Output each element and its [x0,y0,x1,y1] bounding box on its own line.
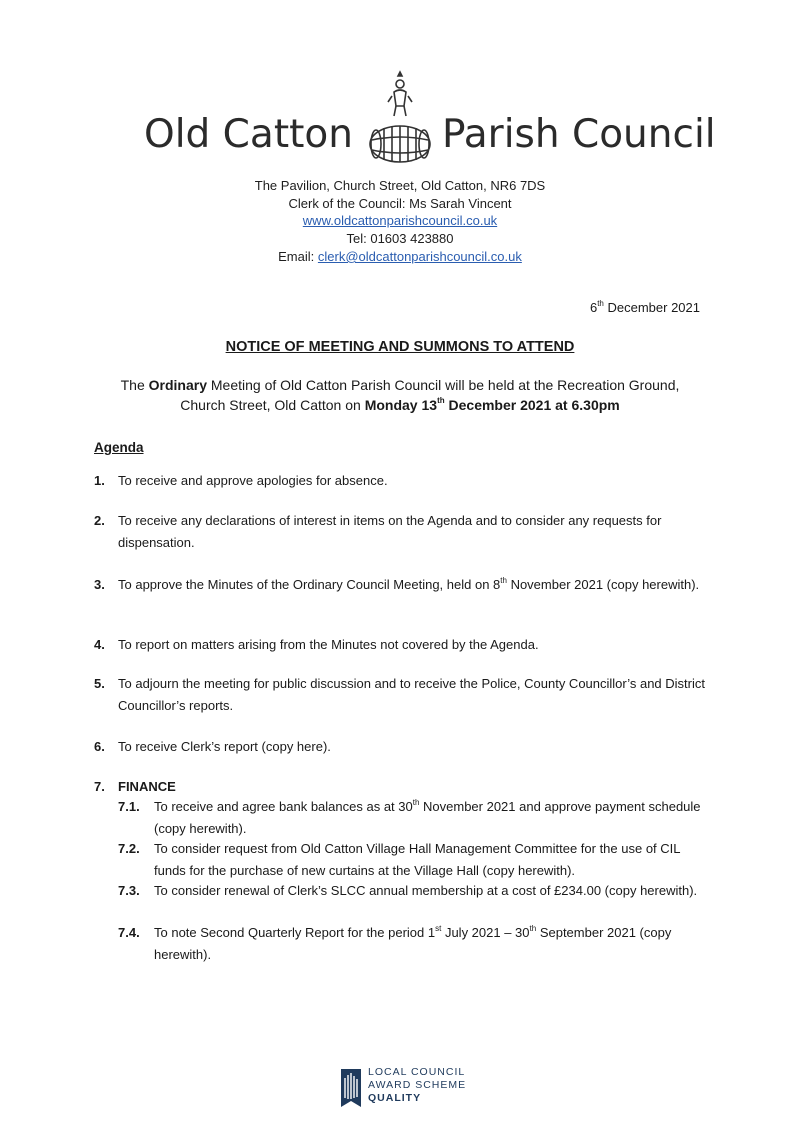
agenda-item: 2. To receive any declarations of interest in items on the Agenda and to consider any requests for dispensation. [94,513,662,550]
agenda-heading: Agenda [94,440,144,455]
notice-date: 6th December 2021 [589,298,700,315]
address-line: The Pavilion, Church Street, Old Catton, NR6 7DS [254,178,546,193]
finance-item: 7.3. To consider renewal of Clerk’s SLCC annual membership at a cost of £234.00 (copy herewith). [118,883,698,898]
clerk-line: Clerk of the Council: Ms Sarah Vincent [288,196,512,211]
email-row [0,248,800,266]
finance-item: 7.4. To note Second Quarterly Report for the period 1st July 2021 – 30th September 2021 (copy herewith). [118,923,672,962]
org-name-left: Old Catton [144,112,353,157]
website-row [0,212,800,230]
notice-title: NOTICE OF MEETING AND SUMMONS TO ATTEND [225,339,575,355]
badge-line-1: LOCAL COUNCIL [368,1066,466,1078]
email-label: Email: [278,249,315,264]
badge-line-3: QUALITY [368,1092,422,1104]
org-name-right: Parish Council [442,112,716,157]
agenda-item: 5. To adjourn the meeting for public discussion and to receive the Police, County Councillor’s and District Councillor’s reports. [94,676,705,713]
finance-item: 7.1. To receive and agree bank balances as at 30th November 2021 and approve payment schedule (copy herewith). [118,797,701,836]
agenda-item: 3. To approve the Minutes of the Ordinary Council Meeting, held on 8th November 2021 (copy herewith). [94,575,700,592]
meeting-intro: The Ordinary Meeting of Old Catton Parish Council will be held at the Recreation Ground, Church Street, Old Catton on Monday 13th December 2021 at 6.30pm [120,377,680,413]
email-link[interactable]: clerk@oldcattonparishcouncil.co.uk [317,249,522,264]
agenda-item: 4. To report on matters arising from the Minutes not covered by the Agenda. [94,637,539,652]
parish-crest-icon [364,70,436,166]
agenda-item-finance: 7. FINANCE [94,779,176,794]
finance-item: 7.2. To consider request from Old Catton Village Hall Management Committee for the use of CIL funds for the purchase of new curtains at the Village Hall (copy herewith). [118,841,681,878]
award-bars-icon [340,1068,362,1108]
tel-line: Tel: 01603 423880 [346,231,454,246]
badge-line-2: AWARD SCHEME [368,1079,467,1091]
agenda-item: 6. To receive Clerk’s report (copy here). [94,739,331,754]
award-scheme-badge [340,1064,480,1112]
website-link[interactable]: www.oldcattonparishcouncil.co.uk [302,213,498,228]
agenda-item: 1. To receive and approve apologies for absence. [94,473,388,488]
